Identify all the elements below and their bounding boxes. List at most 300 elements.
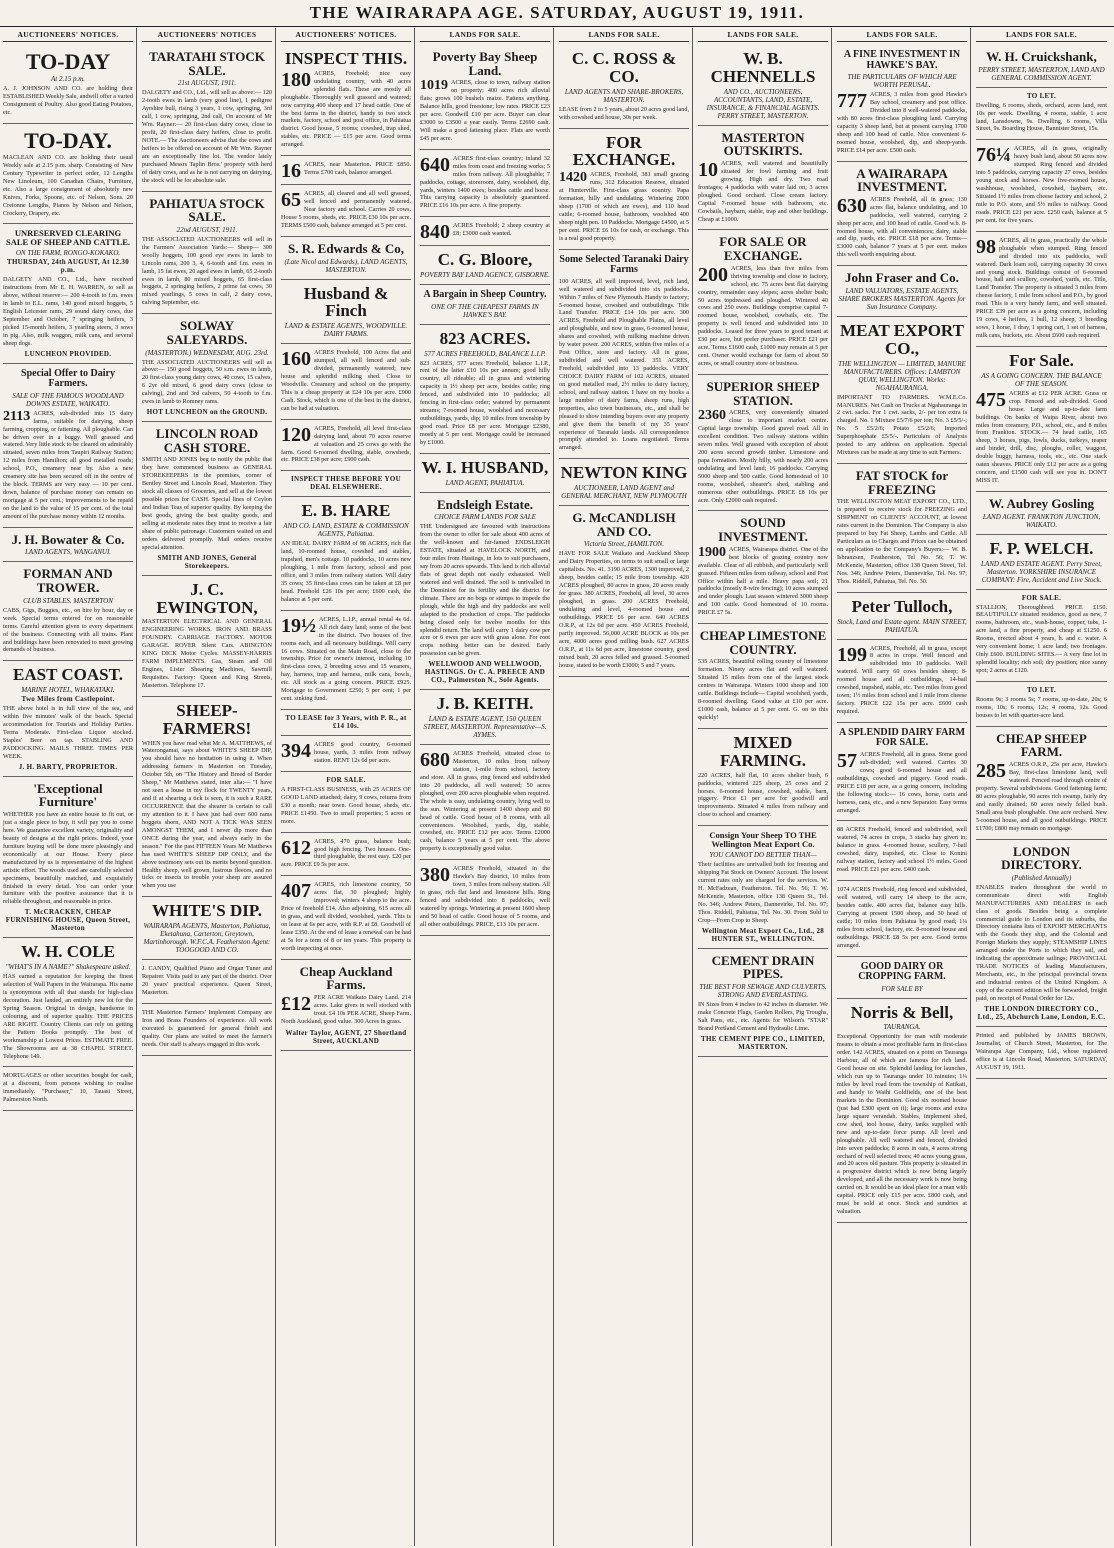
ad-subtitle: THE PARTICULARS OF WHICH ARE WORTH PERUSAL. <box>847 73 957 89</box>
ad-subtitle: AND CO. LAND, ESTATE & COMMISSION AGENTS, Pahiatua. <box>283 522 409 539</box>
ad-body <box>698 861 828 925</box>
ad-subtitle: AND CO., AUCTIONEERS, ACCOUNTANTS, LAND, ESTATE, INSURANCE, & FINANCIAL AGENTS. PERRY STREET, MASTERTON. <box>706 87 820 120</box>
ad-body <box>3 154 133 218</box>
ad-subtitle: AS A GOING CONCERN. THE BALANCE OF THE SEASON. <box>981 371 1102 388</box>
ad-body-text: THE ASSOCIATED AUCTIONEERS will sell as above:— 150 good hoggets, 50 s.m. ewes in lamb, 20 first-class young dairy cows, 40 cows, 15 calves, 6 2yr old mixed, 6 good dairy cows (close to calving), 2nd and 3rd calvers, 50 4-tooth to f.m. ewes in lamb to Romney rams. <box>142 358 272 406</box>
advertisement <box>559 45 689 129</box>
ad-body <box>3 410 133 521</box>
column-heading: AUCTIONEERS' NOTICES. <box>281 28 411 42</box>
acreage-figure: 380 <box>420 864 450 887</box>
acreage-figure: 16 <box>281 160 301 183</box>
advertisement <box>559 459 689 506</box>
ad-footer: WELLWOOD AND WELLWOOD, HASTINGS. Or C. A. PREECE AND CO., Palmerston N., Sole Agents. <box>424 660 546 685</box>
ad-body <box>837 826 967 874</box>
acreage-figure: 1420 <box>559 170 587 186</box>
ad-subtitle: MARINE HOTEL, WHAKATAKI. <box>21 686 115 695</box>
advertisement <box>142 314 272 422</box>
ad-body <box>837 886 967 950</box>
ad-body <box>142 359 272 407</box>
ad-title: John Fraser and Co. <box>845 270 959 286</box>
advertisement <box>698 126 828 231</box>
advertisement <box>3 938 133 1067</box>
ad-body-text: ACRES, Freehold, 381 small grazing runs, 312 Education Reserve, situated at Hunterville. First-class grass country. Papa formation, hilly and undulating. Wintering 2000 sheep (1700 of which are ewes), and 110 head cattle; 6-roomed house, bathroom, woolshed 400 sheep night pen. 10 Paddocks. Mortgage £4500, at 5 per cent. PRICE £6 10s for cash, or exchange. This is a real good property. <box>559 171 689 242</box>
ad-footer: THE CEMENT PIPE CO., LIMITED, MASTERTON. <box>701 1034 825 1051</box>
ad-body-text: THE above hotel is in full view of the sea, and within five minutes' walk of the beach. Special accommodation for Tourists and Holiday Parties. Terms Moderate. First-class Liquor stocked. Staples' Beer on tap. STABLING AND PADDOCKING. MAILS THREE TIMES PER WEEK. <box>3 705 133 760</box>
column-heading: LANDS FOR SALE. <box>837 28 967 42</box>
column-heading: LANDS FOR SALE. <box>420 28 550 42</box>
masthead: THE WAIRARAPA AGE. SATURDAY, AUGUST 19, 1911. <box>0 0 1114 27</box>
advertisement <box>142 576 272 697</box>
advertisement <box>698 375 828 512</box>
ad-line: FOR SALE. <box>1021 593 1062 602</box>
ad-title: A SPLENDID DAIRY FARM FOR SALE. <box>838 726 966 749</box>
ad-body <box>3 811 133 906</box>
ad-body <box>3 705 133 761</box>
ad-body <box>420 523 550 658</box>
advertisement <box>281 185 411 237</box>
acreage-figure: £12 <box>281 993 311 1016</box>
ad-body-text: WHEN you have read what Mr A. MATTHEWS, of Waterongamai, says about WHITE'S SHEEP DIP, you should have no hesitation in using it. When addressing farmers in Masterton on Tuesday, October 5th, on "The History and Breed of Border Sheep," Mr Matthews stated, inter alia:— "I have not seen a louse in my flock for TWENTY years, and if at shearing a tick is seen, it is such a RARE OCCURRENCE that the shearer is certain to call my attention to it. I have just had over 600 rams hoggets shorn, AND NOT A TICK WAS SEEN AMONGST THEM, and I never dip more than ONCE during the year, and always early in the season." For the past FIFTEEN Years Mr Matthews has used WHITE'S SHEEP DIP ONLY, and the above testimony sets out its merits beyond question. Healthy sheep, well grown, lustrous fleeces, and no ticks or insects to trouble your sheep are assured when you use <box>142 739 272 890</box>
ad-footer: J. H. BARTY, PROPRIETOR. <box>18 762 118 771</box>
ad-body-text: ACRES, close to town, railway station on property; 400 acres rich alluvial flats; grows 100 bushels maize. Fattens anything. Balance hills, good freestone; low rates. PRICE £23 per acre. Goodwill £10 per acre. Buyer can clear £3000 to £3500 a year easily. Terms £2690 cash. Will make a good fattening place. Flats are worth £45 per acre. <box>420 79 550 142</box>
advertisement <box>281 960 411 1051</box>
ad-subtitle: LAND & ESTATE AGENTS, WOODVILLE. DAIRY FARMS. <box>284 322 408 339</box>
advertisement <box>837 593 967 640</box>
ad-title: MASTERTON OUTSKIRTS. <box>721 129 805 159</box>
ad-body-text: 220 ACRES, half flat, 10 acres shelter bush, 6 paddocks, wintered 225 sheep, 25 cows and 2 horses. 6-roomed house, cowshed, stable, barn, piggery. Price £1 per acre for goodwill and improvements. Situated 4 miles from railway and close to school and creamery. <box>698 771 828 819</box>
acreage-figure: 640 <box>420 153 450 176</box>
ad-title: WHITE'S DIP. <box>152 901 262 921</box>
ad-subtitle: LAND & ESTATE AGENT, 150 QUEEN STREET, MASTERTON. Representative—S. AYMES. <box>423 715 547 740</box>
ad-subtitle: LAND AGENT. FRANKTON JUNCTION, WAIKATO. <box>982 512 1101 529</box>
ad-body-text: PER ACRE Waikato Dairy Land. 214 acres. Lake gives in well stocked with trout. £4 10s PER ACRE, Sheep Farm. North Auckland, good value. 300 Acres in grass. <box>281 994 411 1025</box>
advertisement <box>698 230 828 374</box>
ad-line: TO LET. <box>1026 91 1057 100</box>
ad-body <box>281 881 411 952</box>
acreage-figure: 200 <box>698 263 728 286</box>
ad-body-text: THE WELLINGTON MEAT EXPORT CO., LTD., is prepared to receive stock for FREEZING and SHIPMENT on CLIENTS' ACCOUNT, at lowest rates current in the Dominion. The Company is also prepared to buy Fat Sheep, Lambs and Cattle. All Particulars as to Charges and Prices can be obtained on application to the Company's Buyers:— W. B. Isbranzsen, Featherston, Tel No. 56; T. W. McKenzie, Masterton, office 138 Queen Street, Tel. Nos. 346; Andrew Peters, Dannevirke, Tel. No. 97; Thos. Riddell, Pahiatua, Tel. No. 30. <box>837 498 967 585</box>
ad-body-text: 1074 ACRES Freehold, ring fenced and subdivided, well watered, will carry 14 sheep to the acre, besides cattle. 400 acres flat, balance easy hills. Carrying at present 1500 sheep, and 30 head of cattle; 10 miles from Pahiatua by good road; 1¼ miles from school, factory, etc. 8-roomed house and outbuildings. PRICE £8 5s per acre. Good terms arranged. <box>837 886 967 949</box>
ad-title: TARATAHI STOCK SALE. <box>149 49 265 78</box>
ad-body <box>698 1001 828 1033</box>
ad-body <box>976 1032 1107 1072</box>
ad-subtitle: LAND AND ESTATE AGENT. Perry Street, Masterton. YORKSHIRE INSURANCE COMPANY: Fire, Accident and Live Stock. <box>981 559 1102 584</box>
ad-subtitle: Victoria Street, HAMILTON. <box>583 540 665 549</box>
ad-title: FAT STOCK for FREEZING <box>855 468 949 497</box>
ad-body-text: Exceptional Opportunity for man with moderate means to obtain a most profitable farm in first-class order. 142 ACRES, situated on a point on Tauranga Harbour, all of which are famous for rich land. Good house on site. Splendid landing for launches, which run up to Tauranga under 10 minutes; 1¼ miles by level road from the township of Katikati, and handy to Waihi Goldfields, one of the best markets in the Dominion. Good six roomed house (just had £300 spent on it); large rooms and extra large square verandah. Stables, implement shed, cow shed, tool house, dairy, tanks supplied with new and up-to-date force pump. All level and ploughable. All well watered and fenced, divided into seven paddocks; 8 acres in oats, 4 acres strong orchard of well selected trees; 40 acres young grass, and 20 acres old pasture. This property is situated in a progressive district which is now being largely developed, and all the necessary work is now being carried on. It would be an ideal place for a man with capital. PRICE only £15 per acre. £800 cash, and must be sold at once. Stock and sundries at valuation. <box>837 1033 967 1216</box>
ad-body-text: 535 ACRES, beautiful rolling country of limestone formation. Ninety acres flat and well watered. Situated 15 miles from one of the largest stock centres in Wairarapa. Winters 1000 sheep and 100 cattle. Buildings include— Capital woolshed, yards, 8-roomed dwelling. Good value at £10 per acre. £1000 cash, balance at 5 per cent. G. on to this quickly! <box>698 658 828 722</box>
ad-body <box>420 221 550 244</box>
ad-title: For Sale. <box>1009 350 1074 370</box>
ad-subtitle: POVERTY BAY LAND AGENCY, GISBORNE. <box>420 271 550 280</box>
column-4 <box>417 28 554 1546</box>
advertisement <box>976 88 1107 141</box>
advertisement <box>420 45 550 150</box>
ad-title: INSPECT THIS. <box>284 49 408 68</box>
ad-subtitle: THE BEST FOR SEWAGE AND CULVERTS. STRONG AND EVERLASTING. <box>699 982 827 999</box>
advertisement <box>837 640 967 723</box>
ad-title: CHEAP LIMESTONE COUNTRY. <box>699 628 827 657</box>
ad-subtitle: WAIRARAPA AGENTS, Masterton, Pahiatua, Eketahuna, Carterton, Greytown, Martinborough. W.F.C.A. Featherston Agent: TOOGOOD AND CO. <box>143 922 271 955</box>
advertisement <box>420 150 550 218</box>
acreage-figure: 630 <box>837 194 867 217</box>
advertisement <box>976 492 1107 535</box>
ad-body <box>142 740 272 891</box>
ad-body <box>281 190 411 230</box>
advertisement <box>976 232 1107 347</box>
ad-subtitle: LAND AGENT, PAHIATUA. <box>445 478 525 487</box>
ad-title: EAST COAST. <box>13 665 123 685</box>
ad-subtitle: Stock, Land and Estate agent. MAIN STREET, PAHIATUA. <box>837 617 967 634</box>
advertisement <box>281 344 411 420</box>
ad-body <box>976 237 1107 340</box>
ad-body-text: DALGETY and CO., Ltd., will sell as above:— 120 2-tooth ewes in lamb (very good line), 1 pedigree Ayrshire bull, rising 3 years, 1 cow, springing, 3rd calf, 1 cow, springing, 2nd calf, On account of Mr Wm. Rayner:— 20 first-class dairy cows, close to profit, 20 first-class dairy heifers, close to profit. NOTE.— The Auctioneers advise that the cows and heifers to be offered on account of Mr Wm. Rayner are an exceptionally fine lot. The vendor lately purchased Messrs Taplin Bros.' property with herd of dairy cows, and as he is not carrying on dairying, the stock will be for absolute sale. <box>142 89 272 184</box>
ad-body <box>698 160 828 224</box>
advertisement <box>3 124 133 225</box>
acreage-figure: 19½ <box>281 614 316 637</box>
advertisement <box>420 246 550 285</box>
ad-body-text: HAS earned a reputation for keeping the finest selection of Wall Papers in the Wairarapa. His name is synonymous with all that stands for high-class decoration. Just landed, an entirely new lot for the Spring Season. Original in design, handsome in colouring, and of superior quality. THE PRICES ARE RIGHT. Country Clients can rely on getting the Pattern Books promptly. The best of workmanship at Lowest Prices. ESTIMATE FREE. The Showrooms are at 38 CHAPEL STREET. Telephone 149. <box>3 973 133 1060</box>
ad-body <box>559 278 689 453</box>
ad-body-text: ACRES, rich limestone country, 50 acres flat, 30 ploughed; highly improved; winters 4 sheep to the acre. Price of freehold £14. Also adjoining, 615 acres all in grass, and well divided, woolshed, yards. This is on lease at 6s per acre, with R.P. at £8. Goodwill of lease £350. At the end of lease a renewal can be had at 5s for a term of 8 or ten years. This property is worth inspecting at once. <box>281 881 411 952</box>
ad-subtitle: SALE OF THE FAMOUS WOODLAND DOWNS ESTATE, WAIKATO. <box>12 391 124 408</box>
ad-title: J. H. Bowater & Co. <box>11 531 125 547</box>
ad-body-text: ACRES, 470 grass, balance bush; good high fencing. Two houses. One-third ploughable, the rest easy. £20 per acre. PRICE £9 5s per acre. <box>281 837 411 869</box>
ad-body <box>976 696 1107 720</box>
advertisement <box>281 280 411 345</box>
ad-subtitle: LAND VALUATORS, ESTATE AGENTS, SHARE BROKERS MASTERTON. Agents for Sun Insurance Company. <box>838 286 966 311</box>
ad-title: Special Offer to Dairy Farmers. <box>21 367 115 390</box>
ad-body-text: Dwelling, 6 rooms, sheds, orchard, acres land, rent 10s per week. Dwelling, 4 rooms, stable, 1 acre land, Lansdowne, 9s. Dwelling, 6 rooms, Villa Street, 9s. Boarding House, Bannister Street, 15s. <box>976 101 1107 133</box>
ad-title: SOUND INVESTMENT. <box>718 515 808 545</box>
acreage-figure: 160 <box>281 348 311 371</box>
ad-body-text: LEASE from 2 to 5 years, about 20 acres good land, with cowshed and house, 30s per week. <box>559 105 689 121</box>
acreage-figure: 120 <box>281 423 311 446</box>
ad-body-text: ACRES, Freehold; nice easy undulating country, with 40 acres splendid flats. These are mostly all ploughable. Thoroughly well grassed and watered; now carrying 400 sheep and 17 head cattle. One of the best farms in the district, handy to two stock markets, factory, school and post office, in Pahiatua district. Good house, 5 rooms; cowshed, trap shed, stables, etc. PRICE — £15 per acre. Good terms arranged. <box>281 69 411 149</box>
ad-body <box>698 265 828 368</box>
ad-body-text: ACRES, all cleared and all well grassed, well fenced and permanently watered. Near factory and school. Carries 20 cows. House 5 rooms, sheds, etc. PRICE £30 10s per acre. TERMS £500 cash, balance arranged at 5 per cent. <box>281 190 411 229</box>
ad-title: J. B. KEITH. <box>436 694 534 714</box>
advertisement <box>281 156 411 185</box>
ad-title: FOR EXCHANGE. <box>572 132 676 170</box>
ad-body <box>976 604 1107 675</box>
ad-body <box>281 741 411 765</box>
ad-body <box>3 973 133 1060</box>
advertisement <box>142 422 272 576</box>
column-heading: LANDS FOR SALE. <box>976 28 1107 42</box>
columns <box>0 28 1114 1548</box>
acreage-figure: 1900 <box>698 544 726 560</box>
ad-body-text: 100 ACRES, all well improved, level, rich land, well watered and subdivided into six paddocks. Within 7 miles of New Plymouth. Handy to factory; 5-roomed house, cowshed and outbuildings. Title Land Transfer. PRICE £14 10s per acre. 300 ACRES, Freehold and Ploughable Plains, all level and ploughable, and now in grass, 6-roomed house, shares and cowshed, with milking machine driven by water power. 200 ACRES, within five miles of a Post Office, store and factory. All in grass, subdivided and well watered. 351 ACRES, Freehold, subdivided into 13 paddocks. VERY CHOICE DAIRY FARM of 102 ACRES, situated on good metalled road, 2½ miles to dairy factory, school, and railway station. I have on my books a large number of dairy farms, sheep runs, high properties, also town businesses, etc., and shall be pleased to show intending buyers over any property and give them the benefit of my 35 years' experience of Taranaki lands. All correspondence promptly attended to. Loans negotiated. Terms arranged. <box>559 277 689 452</box>
ad-subtitle: PERRY STREET, MASTERTON, LAND AND GENERAL COMMISSION AGENT. <box>978 65 1105 82</box>
ad-body-text: Their facilities are unrivalled both for freezing and shipping Fat Stock on Owners' Account. The lowest current rates only are charged for the services. W. H. McFadzean, Featherston. Tel. No. 56; T. W. McKenzie, Masterton, office 138 Queen St., Tel. No. 346; Andrew Peters, Dannevirke, Tel. No. 97; Thos. Riddell, Pahiatua, Tel. No. 30. From Sold to Crop—From Crop to Sheep. <box>698 861 828 924</box>
ad-body <box>142 618 272 689</box>
ad-body <box>698 546 828 617</box>
ad-body-text: SMITH AND JONES beg to notify the public that they have commenced business as GENERAL STOREKEEPERS in the premises, corner of Bentley Street and Lincoln Road, Masterton. They stock all classes of Groceries, and sell at the lowest possible prices for CASH. Special lines of Ceylon and Indian Teas of superior quality. By keeping the best goods, giving the best quality goods, and selling at moderate rates they trust to receive a fair share of public patronage. Customers waited on and orders delivered promptly. Mail orders receive special attention. <box>142 456 272 551</box>
ad-subtitle: (MASTERTON.) WEDNESDAY, AUG. 23rd. <box>145 348 269 357</box>
acreage-figure: 2113 <box>3 408 31 424</box>
ad-body-text: WHETHER you have an entire house to fit out, or just a single piece to buy, it will pay you to come here. We guarantee excellent variety, originality and beauty of designs at the right prices. Indeed, your furniture buying will be done more pleasingly and economically at our House. Every piece manufactured by us is representative of the highest artistic effort. The woods used are carefully selected specimens, beautifully matched, and exquisitely finished in every detail. You can order your furniture with the positive assurance that it is reliable throughout, and reasonable in price. <box>3 811 133 906</box>
ad-body <box>3 276 133 347</box>
ad-body <box>3 607 133 655</box>
ad-line: FOR SALE. <box>326 775 366 784</box>
advertisement <box>281 420 411 472</box>
ad-body <box>837 1033 967 1216</box>
ad-body-text: ACRES good country, 6-roomed house, yards, 3 miles from railway station. RENT 12s 6d per acre. <box>314 741 411 764</box>
advertisement <box>559 129 689 250</box>
column-heading: AUCTIONEERS' NOTICES. <box>3 28 133 42</box>
advertisement <box>142 1004 272 1056</box>
ad-title: W. H. COLE <box>21 942 115 962</box>
advertisement <box>698 729 828 826</box>
acreage-figure: 57 <box>837 749 857 772</box>
ad-title: S. R. Edwards & Co, <box>288 240 404 256</box>
ad-body <box>281 349 411 413</box>
advertisement <box>837 723 967 822</box>
ad-title: A Bargain in Sheep Country. <box>423 289 547 301</box>
column-7 <box>834 28 971 1546</box>
column-6 <box>695 28 832 1546</box>
advertisement <box>420 285 550 325</box>
acreage-figure: 2360 <box>698 408 726 424</box>
ad-body-text: ACRES O.R.P., 25s per acre, Hawke's Bay, first-class limestone land, well watered. Fenced road through centre of property. Several subdivisions. Good fattening farm; 80 acres ploughable, 90 acres rich swamp, fairly dry and easily drained; 60 acres newly felled bush. Small area bush ploughable. One acre orchard. New 5-roomed house, and all good outbuildings. PRICE £1700; £800 may remain on mortgage. <box>976 761 1107 832</box>
ad-body-text: THE ASSOCIATED AUCTIONEERS will sell in the Farmers' Association Yards:— Sheep— 300 woolly hoggets, 100 good eye ewes in lamb to Lincoln rams, 200 3, 4, 6-tooth and f.m. ewes in lamb, 15 fat ewes, 20 aged ewes in lamb, 65 2-tooth ewes in lamb, 80 mixed hoggets, 65 first-class hoggets, 2 springing heifers, 2 prime fat cows, 30 mixed yearlings, 5 cows in calf, 2 dairy cows, calving September, etc. <box>142 235 272 307</box>
advertisement <box>420 690 550 745</box>
ad-body <box>281 838 411 870</box>
ad-body <box>559 171 689 242</box>
ad-title: CEMENT DRAIN PIPES. <box>711 952 815 982</box>
acreage-figure: 680 <box>420 749 450 772</box>
ad-body <box>420 79 550 143</box>
acreage-figure: 840 <box>420 221 450 244</box>
ad-footer: SMITH AND JONES, General Storekeepers. <box>157 553 257 570</box>
ad-subtitle: At 2.15 p.m. <box>50 75 86 84</box>
column-heading: AUCTIONEERS' NOTICES <box>142 28 272 42</box>
ad-title: C. G. Bloore, <box>437 250 533 270</box>
ad-subtitle: (Published Annually) <box>1011 873 1072 882</box>
advertisement <box>142 897 272 960</box>
ad-body-text: Printed and published by JAMES BROWN, Journalist, of Church Street, Masterton, for The Wairarapa Age Company, Ltd., whose registered office is at Lincoln Road, Masterton. SATURDAY, AUGUST 19, 1911. <box>976 1031 1107 1071</box>
advertisement <box>281 471 411 497</box>
ad-body-text: ACRES Freehold, situated close to Masterton, 10 miles from railway station, 1-mile from school, factory and store. All in grass, ring fenced and subdivided into 20 paddocks, all well watered; 50 acres ploughed, over 200 acres ploughable when required. The whole is easy, undulating country, lying well to the sun. Wintering at present 1400 sheep and 80 head of cattle. Good house of 8 rooms, with all conveniences. Woolshed, yards, dip, stable, cowshed, etc. PRICE £12 per acre. Terms £2000 cash, balance 5 years at 5 per cent. The above property is exceptionally good value. <box>420 750 550 853</box>
ad-body <box>420 865 550 929</box>
advertisement <box>976 1027 1107 1079</box>
ad-body-text: IN Sizes from 4 inches to 42 inches in diameter. We make Concrete Flags, Garden Rollers, Pig Troughs, Salt Pans, etc., etc. Agents for Wilson's "STAR" Brand Portland Cement and Hydraulic Lime. <box>698 1000 828 1032</box>
ad-subtitle: YOU CANNOT DO BETTER THAN— <box>709 851 817 860</box>
advertisement <box>281 833 411 877</box>
ad-title: W. I. HUSBAND, <box>421 457 549 477</box>
acreage-figure: 76¼ <box>976 144 1011 167</box>
ad-body <box>142 456 272 551</box>
ad-title: SHEEP-FARMERS! <box>162 700 252 738</box>
ad-body <box>281 540 411 604</box>
ad-body-text: DALGETY AND CO., Ltd., have received instructions from Mr E. H. WARREN, to sell as above, without reserve:— 200 4-tooth to f.m. ewes in lamb to E.L. rams, 140 good mixed hoggets, 5 English Leicester rams, 29 sound dairy cows, due September and October, 7 springing heifers, 3 picked 15-month heifers, 3 yearling steers, 3 sows in pig. Also, milk waggon, milk cans, and several sheep dogs. <box>3 276 133 347</box>
ad-title: FOR SALE OR EXCHANGE. <box>719 234 807 264</box>
advertisement <box>976 45 1107 88</box>
ad-body <box>837 751 967 815</box>
ad-subtitle: THE WELLINGTON — LIMITED, MANURE MANUFACTURERS. Offices: LAMBTON QUAY, WELLINGTON. Works: NGAHAURANGA. <box>838 359 966 392</box>
ad-title: Some Selected Taranaki Dairy Farms <box>559 253 689 276</box>
advertisement <box>976 347 1107 492</box>
ad-body-text: ACRES Freehold, all in grass. Some good sub-divided; well watered. Carries 30 cows; good 6-roomed house and all outbuildings, cowshed and piggery. Good roads. PRICE £18 per acre, as a going concern, including the following stock:— 16 cows, horse, carts and harness, cans, etc., and a new Separator. Easy terms arranged. <box>837 750 967 814</box>
acreage-figure: 98 <box>976 235 996 258</box>
ad-body <box>698 772 828 820</box>
advertisement <box>837 266 967 317</box>
ad-body-text: AN IDEAL DAIRY FARM of 98 ACRES, rich flat land, 10-roomed house, cowshed and stables, trapshed, men's cottage. 10 paddocks, 10 acres new ploughing, 1 mile from factory, school and post office, and 3 miles from railway station. Will dairy 35 cows; 35 first-class cows can be taken at £8 per head. Freehold £26 10s per acre; £600 cash, the balance at 5 per cent. <box>281 540 411 603</box>
ad-line: INSPECT THESE BEFORE YOU DEAL ELSEWHERE. <box>291 475 401 492</box>
ad-footer: Wellington Meat Export Co., Ltd., 28 HUNTER ST., WELLINGTON. <box>701 926 825 943</box>
advertisement <box>281 611 411 710</box>
ad-body <box>698 409 828 504</box>
ad-title: TO-DAY <box>25 49 111 74</box>
advertisement <box>976 682 1107 727</box>
advertisement <box>837 881 967 957</box>
advertisement <box>3 661 133 776</box>
advertisement <box>976 535 1107 590</box>
ad-title: 'Exceptional Furniture' <box>33 780 103 810</box>
ad-title: CHEAP SHEEP FARM. <box>996 730 1087 760</box>
ad-subtitle: (Late Nicol and Edwards), LAND AGENTS, MASTERTON. <box>284 257 408 274</box>
ad-body <box>976 761 1107 832</box>
ad-line: TO LEASE for 3 Years, with P. R., at £14 10s. <box>285 714 407 731</box>
advertisement <box>3 364 133 528</box>
ad-footer: LUNCHEON PROVIDED. <box>24 349 112 358</box>
advertisement <box>420 745 550 860</box>
acreage-figure: 285 <box>976 760 1006 783</box>
acreage-figure: 199 <box>837 643 867 666</box>
advertisement <box>142 697 272 898</box>
ad-body-text: STALLION, Thoroughbred. PRICE £150. BEAUTIFULLY situated residence, good as new, 7 rooms, bathroom, etc., wash-house, copper, tubs, 1-acre land, a fine property, and cheap at £1250. 6 Rooms, erected about 4 years, h. and c. water. A very convenient home; 1 acre land; two frontages. Only £600. BUILDING SITES.— A very fine lot in splendid locality; rich soil; dry position; nice sunny spot; 2 acres at £120. <box>976 603 1107 675</box>
ad-subtitle: ON THE FARM, RONGO-KOKAKO. <box>15 249 121 258</box>
ad-body-text: ACRES, all in grass, originally heavy bush land, about 50 acres now stumped. Ring fenced and divided into 5 paddocks, carrying capacity 27 cows, besides young stock and horses. New five-roomed house, washhouse, woolshed, cowshed, haybarn, etc. Situated 1½ miles from cheese factory and school, 2 mile to P.O. store, and 5½ miles to railway. Good roads. PRICE £21 per acre. £250 cash, balance at 5 per cent. for five years. <box>976 145 1107 224</box>
advertisement <box>837 999 967 1223</box>
ad-title: TO-DAY. <box>24 127 112 153</box>
ad-body <box>976 884 1107 1003</box>
ad-body-text: ACRES, Freehold, all level first-class dairying land, about 70 acres reserve at valuation and 25 cows go with the farm. Good 6-roomed dwelling, stable, cowsheds, etc. PRICE £38 per acre; £900 cash. <box>281 424 411 464</box>
column-8 <box>973 28 1110 1546</box>
ad-title: F. P. WELCH. <box>989 538 1094 558</box>
ad-title: E. B. HARE <box>301 501 391 521</box>
ad-body-text: THE Masterton Farmers' Implement Company are Iron and Brass Founders of experience. All work executed is guaranteed for general finish and quality. Our plans are suited to meet the farmer's needs. Our staff is always engaged in this work. <box>142 1008 272 1048</box>
ad-footer: T. McCRACKEN, CHEAP FURNISHING HOUSE, Queen Street, Masterton <box>5 908 131 933</box>
ad-subtitle: LAND AGENTS, WANGANUI. <box>24 548 112 557</box>
ad-title: W. B. CHENNELLS <box>710 49 816 86</box>
ad-body <box>837 645 967 716</box>
acreage-figure: 475 <box>976 388 1006 411</box>
column-5 <box>556 28 693 1546</box>
ad-body-text: HAVE FOR SALE Waikato and Auckland Sheep and Dairy Properties, on terms to suit small or large capitalists. No. 41. 3190 ACRES, 1300 improved, 2 sheep, besides cattle; 15 mile from township. 420 ACRES ploughed, 80 acres in grass, 20 acres ready for grass. 380 ACRES, Freehold, all level, 30 acres ploughed, in grass. 200 ACRES Freehold, undulating and level, 4-roomed house and outbuildings. PRICE £6 per acre. 640 ACRES O.R.P., at 12s 6d per acre. 450 ACRES Freehold, partly improved. 56,000 ACRE BLOCK at 10s per acre, 4000 acres good milling bush. 627 ACRES O.R.P., at 11s 6d per acre, limestone country, good mixed bush, 20 acres felled and grassed. 5-roomed house, stated to be worth £3000; 5 and 7 years. <box>559 550 689 669</box>
advertisement <box>3 45 133 124</box>
ad-body <box>837 394 967 458</box>
ad-body <box>559 550 689 669</box>
ad-body-text: MASTERTON ELECTRICAL AND GENERAL ENGINEERING WORKS. IRON AND BRASS FOUNDRY. CARRIAGE FACTORY. MOTOR GARAGE. ROVER Silent Cars. ABINGTON KING DICK Motor Cycles. MASSEY-HARRIS FARM IMPLEMENTS. Gas, Steam and Oil Engines, Lister Shearing Machines, Sawmill Requisites. Factory: Queen and King Streets, Masterton. Telephone 17. <box>142 618 272 689</box>
advertisement <box>281 497 411 610</box>
advertisement <box>698 45 828 126</box>
ad-subtitle: 21st AUGUST, 1911. <box>177 79 237 88</box>
ad-body <box>420 750 550 853</box>
acreage-figure: 612 <box>281 836 311 859</box>
column-heading: LANDS FOR SALE. <box>559 28 689 42</box>
ad-body-text: ACRES, all in grass, practically the whole ploughable when stumped. Ring fenced and divided into six paddocks, well watered. Dark loam soil, carrying capacity 30 cows and young stock. Buildings consist of 6-roomed house, hall and scullery, cowshed, yards, etc. Title, Land Transfer. The property is situated 3 miles from cheese factory, 1 mile from school and P.O., by good road. This is a very handy farm, and well situated. PRICE £39 per acre as a going concern, including 19 cows, 4 heifers, 1 bull, 12 sheep, 3 breeding sows, 1 horse, 1 dray, 1 spring cart, 1 set of harness, milk cans, buckets, etc. About £600 cash required. <box>976 236 1107 340</box>
ad-title: A FINE INVESTMENT IN HAWKE'S BAY. <box>843 49 961 71</box>
ad-body-text: THE Undersigned are favoured with instructions from the owner to offer for sale about 400 acres of the well-known and far-famed ENDSLEIGH ESTATE, situated at HAVELOCK NORTH, and four miles from Hastings, in lots to suit purchasers, say from 20 acres upwards. This land is rich alluvial flats of great depth not easily exhausted. Well watered and well drained. The soil is unrivalled in the Dominion for its fertility and the district for climate. There are no bogs or stumps to impede the plough, while the high and dry paddocks are well adapted to the production of crops. The paddocks being closed only for twelve months for this splendid return. The land will carry 1 dairy cow per acre or 6 ewes per acre with grass alone. For root crops nothing better can be desired. Early possession can be given. <box>420 523 550 658</box>
ad-line: Two Miles from Castlepoint. <box>21 695 115 704</box>
ad-body-text: ACRES, near Masterton. PRICE £850. Terms £700 cash, balance arranged. <box>304 161 411 177</box>
ad-body-text: ACRES, less than five miles from thriving township and close to factory, school, etc. 75 acres best flat dairying country, remainder easy slopes; acres shelter bush; 50 acres topdressed and ploughed. Wintered 40 cows and 250 ewes. Buildings comprise capital 7-roomed house, woolshed, cowbails, etc. The property is well fenced and subdivided into 10 paddocks. Leased for three years to good tenant at £30 per acre, but prefer purchaser. PRICE £21 per acre. Terms £1600 cash, £1000 may remain at 5 per cent. Owner would exchange for farm of about 50 acres, or small country store or business. <box>698 264 828 367</box>
ad-body <box>142 89 272 184</box>
ad-body-text: ACRES, well watered and beautifully situated for fowl farming and fruit growing. High and dry. Two road frontages; 4 paddocks with water laid on; 3 acres ploughed. Good orchard. Close cream factory. Capital 7-roomed house with bathroom, etc. Cowbails, haybarn, stable, trap and other buildings. Cheap at £1000. <box>698 159 828 223</box>
ad-body <box>559 106 689 122</box>
advertisement <box>698 949 828 1057</box>
ad-body-text: MORTGAGES or other securities bought for cash, at a discount, from persons wishing to realise immediately. "Purchaser," 10, Tauasi Street, Palmerston North. <box>3 1072 133 1104</box>
ad-title: GOOD DAIRY OR CROPPING FARM. <box>858 960 946 983</box>
ad-body-text: ACRES, very conveniently situated close to important market centre. Capital large township. Good gravel road. All in excellent condition. Two railway stations within seven miles. Well grassed with exception of about 200 acres second growth timber. Limestone and papa formation. Mostly hilly, with nearly 200 acres undulating and level land; 16 paddocks. Carrying 5000 sheep and 500 cattle. Good homestead of 10 rooms, woolshed, shearer's shed, stabling and numerous other outbuildings. PRICE £8 10s per acre. Only £2000 cash required. <box>698 409 828 504</box>
ad-title: Consign Your Sheep TO THE Wellington Meat Export Co. <box>709 830 817 850</box>
ad-body-text: Rooms 9s; 3 rooms 5s; 7 rooms, up-to-date, 20s; 6 rooms, 10s; 6 rooms, 12s; 4 rooms, 12s. Good houses to let with quarter-acre land. <box>976 695 1107 719</box>
advertisement <box>281 45 411 156</box>
advertisement <box>420 454 550 493</box>
ad-body <box>837 196 967 260</box>
ad-line: THURSDAY, 24th AUGUST, At 12.30 p.m. <box>6 258 130 275</box>
ad-title: MIXED FARMING. <box>719 732 807 770</box>
ad-title: W. H. Cruickshank, <box>986 49 1097 64</box>
ad-subtitle: "WHAT'S IN A NAME?" Shakespeare asked. <box>5 963 131 972</box>
ad-body <box>281 994 411 1026</box>
ad-subtitle: CHOICE FARM LANDS FOR SALE <box>434 513 536 522</box>
advertisement <box>3 528 133 563</box>
acreage-figure: 394 <box>281 740 311 763</box>
ad-body-text: ACRES at £12 PER ACRE. Grass or crop. Fenced and sub-divided. Good house. Large and up-to-date farm buildings. On banks of Waipa River, about two miles from creamery, P.O., school, etc., and 8 miles from Frankton. STOCK.— 74 head cattle, 165 sheep, 3 horses, pigs, fowls, ducks, turkeys, reaper and binder, drill, disc, ploughs, roller, waggon, double buggy, harness, tools, etc., etc. One stack oaten sheaves. PRICE only £12 per acre as a going concern, and £1500 cash will see you in. DON'T MISS IT. <box>976 389 1107 485</box>
ad-body <box>142 1009 272 1049</box>
ad-body-text: ACRES Freehold, situated in the Hawke's Bay district, 10 miles from town, 3 miles from railway station. All in grass, rich flat land and limestone hills. Ring fenced and subdivided into 8 paddocks, well watered by springs. Wintering at present 1600 sheep and 50 head of cattle. Good house of 5 rooms, and all other outbuildings. PRICE, £13 10s per acre. <box>420 865 550 928</box>
advertisement <box>698 624 828 729</box>
column-heading: LANDS FOR SALE. <box>698 28 828 42</box>
advertisement <box>420 217 550 246</box>
ad-title: SOLWAY SALEYARDS. <box>166 318 248 347</box>
ad-body <box>698 658 828 722</box>
advertisement <box>698 826 828 948</box>
ad-body <box>281 616 411 703</box>
ad-body <box>420 155 550 211</box>
acreage-figure: 65 <box>281 189 301 212</box>
advertisement <box>420 493 550 691</box>
ad-title: SUPERIOR SHEEP STATION. <box>706 378 820 408</box>
advertisement <box>559 250 689 460</box>
advertisement <box>281 736 411 772</box>
advertisement <box>420 325 550 454</box>
ad-title: J. C. EWINGTON, <box>156 579 258 617</box>
advertisement <box>420 860 550 936</box>
ad-body-text: J. CANDY, Qualified Piano and Organ Tuner and Repairer. Visits paid to any part of the district. Over 20 years' practical experience. Queen Street, Masterton. <box>142 965 272 996</box>
ad-footer: THE LONDON DIRECTORY CO., Ltd., 25, Abchurch Lane, London, E.C. <box>977 1004 1106 1021</box>
advertisement <box>976 590 1107 682</box>
ad-title: Endsleigh Estate. <box>436 496 534 512</box>
ad-subtitle: CLUB STABLES. MASTERTON <box>23 596 113 605</box>
ad-title: UNRESERVED CLEARING SALE OF SHEEP AND CATTLE. <box>6 228 130 248</box>
ad-body <box>281 786 411 826</box>
ad-body-text: CABS, Gigs, Buggies, etc., on hire by hour, day or week. Special terms entered for on reasonable terms. Careful attention given to every department of the business. Connecting with all trains. Plant and buildings have been renovated to meet growing demands of business. <box>3 606 133 654</box>
column-3 <box>278 28 415 1546</box>
ad-body <box>837 91 967 155</box>
ad-body <box>142 965 272 997</box>
advertisement <box>837 821 967 881</box>
ad-title: C. C. ROSS & CO. <box>571 49 677 86</box>
ad-body <box>420 360 550 447</box>
ad-body-text: ACRES, sub-divided into 15 dairy farms, suitable for dairying, sheep farming, cropping, or fattening. All ploughable. Can be driven over in a buggy. Well grassed and watered. Very little stock to be cleared on admirably situated, seven miles from Taupiri Railway Station; 12 miles from Hamilton; all good metalled roads; school, P.O., creamery near by. Also a new creamery site has been secured off in the centre of the block. TERMS are very easy — 10 per cent. down, balance of purchase money can remain on mortgage at 5 per cent.; improvements to be repaid on the land to the value of 15 per cent. of the total amount of the purchase money within 12 months. <box>3 409 133 520</box>
advertisement <box>281 237 411 280</box>
ad-title: PAHIATUA STOCK SALE. <box>149 195 265 225</box>
ad-body-text: A. J. JOHNSON AND CO. are holding their ESTABLISHED Weekly Sale, andwill offer a varied Consignment of Poultry. Also good Eating Potatoes, etc. <box>3 85 133 116</box>
